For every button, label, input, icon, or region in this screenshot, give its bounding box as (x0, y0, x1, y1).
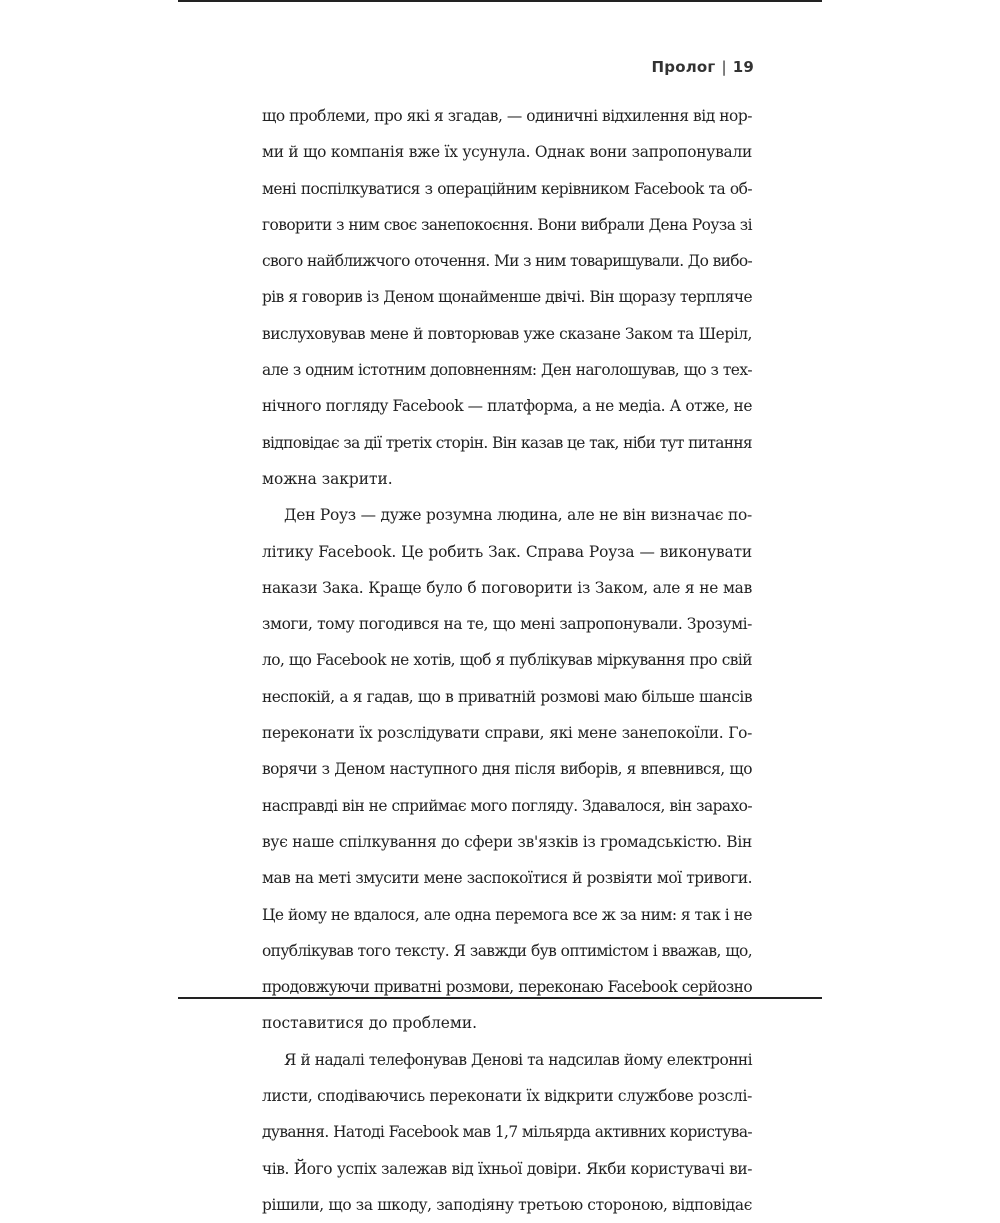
bottom-rule (178, 997, 822, 999)
text-line: продовжуючи приватні розмови, переконаю Facebook серйозно (262, 978, 752, 997)
text-line: нічного погляду Facebook — платформа, а не медіа. А отже, не (262, 397, 752, 416)
top-rule (178, 0, 822, 2)
text-line: мав на меті змусити мене заспокоїтися й розвіяти мої тривоги. (262, 869, 752, 888)
paragraph (262, 98, 752, 497)
text-line: вислуховував мене й повторював уже сказане Заком та Шеріл, (262, 324, 752, 343)
running-head (652, 58, 754, 76)
text-line: рішили, що за шкоду, заподіяну третьою стороною, відповідає (262, 1195, 752, 1214)
text-line: чів. Його успіх залежав від їхньої довіри. Якби користувачі ви- (262, 1159, 752, 1178)
text-line: Це йому не вдалося, але одна перемога все ж за ним: я так і не (262, 905, 752, 924)
text-line: опублікував того тексту. Я завжди був оптимістом і вважав, що, (262, 941, 752, 960)
paragraph (262, 1042, 752, 1223)
text-line: Я й надалі телефонував Денові та надсилав йому електронні (284, 1050, 752, 1069)
text-line: вує наше спілкування до сфери зв'язків із громадськістю. Він (262, 832, 752, 851)
text-line: дування. Натоді Facebook мав 1,7 мільярда активних користува- (262, 1123, 752, 1142)
chapter-title: Пролог (651, 58, 716, 76)
text-line: говорити з ним своє занепокоєння. Вони вибрали Дена Роуза зі (262, 215, 752, 234)
text-line: змоги, тому погодився на те, що мені запропонували. Зрозумі- (262, 615, 752, 634)
text-line: Ден Роуз — дуже розумна людина, але не він визначає по- (284, 506, 752, 525)
text-line: поставитися до проблеми. (262, 1014, 478, 1033)
text-line: але з одним істотним доповненням: Ден наголошував, що з тех- (262, 361, 752, 380)
text-line: свого найближчого оточення. Ми з ним товаришували. До вибо- (262, 252, 752, 271)
text-line: ми й що компанія вже їх усунула. Однак вони запропонували (262, 143, 752, 162)
text-line: насправді він не сприймає мого погляду. Здавалося, він зарахо- (262, 796, 752, 815)
text-line: рів я говорив із Деном щонайменше двічі. Він щоразу терпляче (262, 288, 752, 307)
paragraph (262, 497, 752, 1041)
text-line: листи, сподіваючись переконати їх відкрити службове розслі- (262, 1087, 752, 1106)
text-line: ло, що Facebook не хотів, щоб я публікував міркування про свій (262, 651, 752, 670)
text-line: мені поспілкуватися з операційним керівником Facebook та об- (262, 179, 752, 198)
text-line: накази Зака. Краще було б поговорити із Заком, але я не мав (262, 578, 752, 597)
text-line: можна закрити. (262, 469, 393, 488)
text-line: неспокій, а я гадав, що в приватній розмові маю більше шансів (262, 687, 752, 706)
text-line: переконати їх розслідувати справи, які мене занепокоїли. Го- (262, 724, 752, 743)
header-separator: | (721, 58, 727, 76)
text-line: що проблеми, про які я згадав, — одиничні відхилення від нор- (262, 107, 752, 125)
page-number: 19 (732, 58, 754, 76)
text-line: літику Facebook. Це робить Зак. Справа Роуза — виконувати (262, 542, 752, 561)
body-text (262, 98, 752, 1223)
text-line: відповідає за дії третіх сторін. Він казав це так, ніби тут питання (262, 433, 752, 452)
text-line: ворячи з Деном наступного дня після виборів, я впевнився, що (262, 760, 752, 779)
